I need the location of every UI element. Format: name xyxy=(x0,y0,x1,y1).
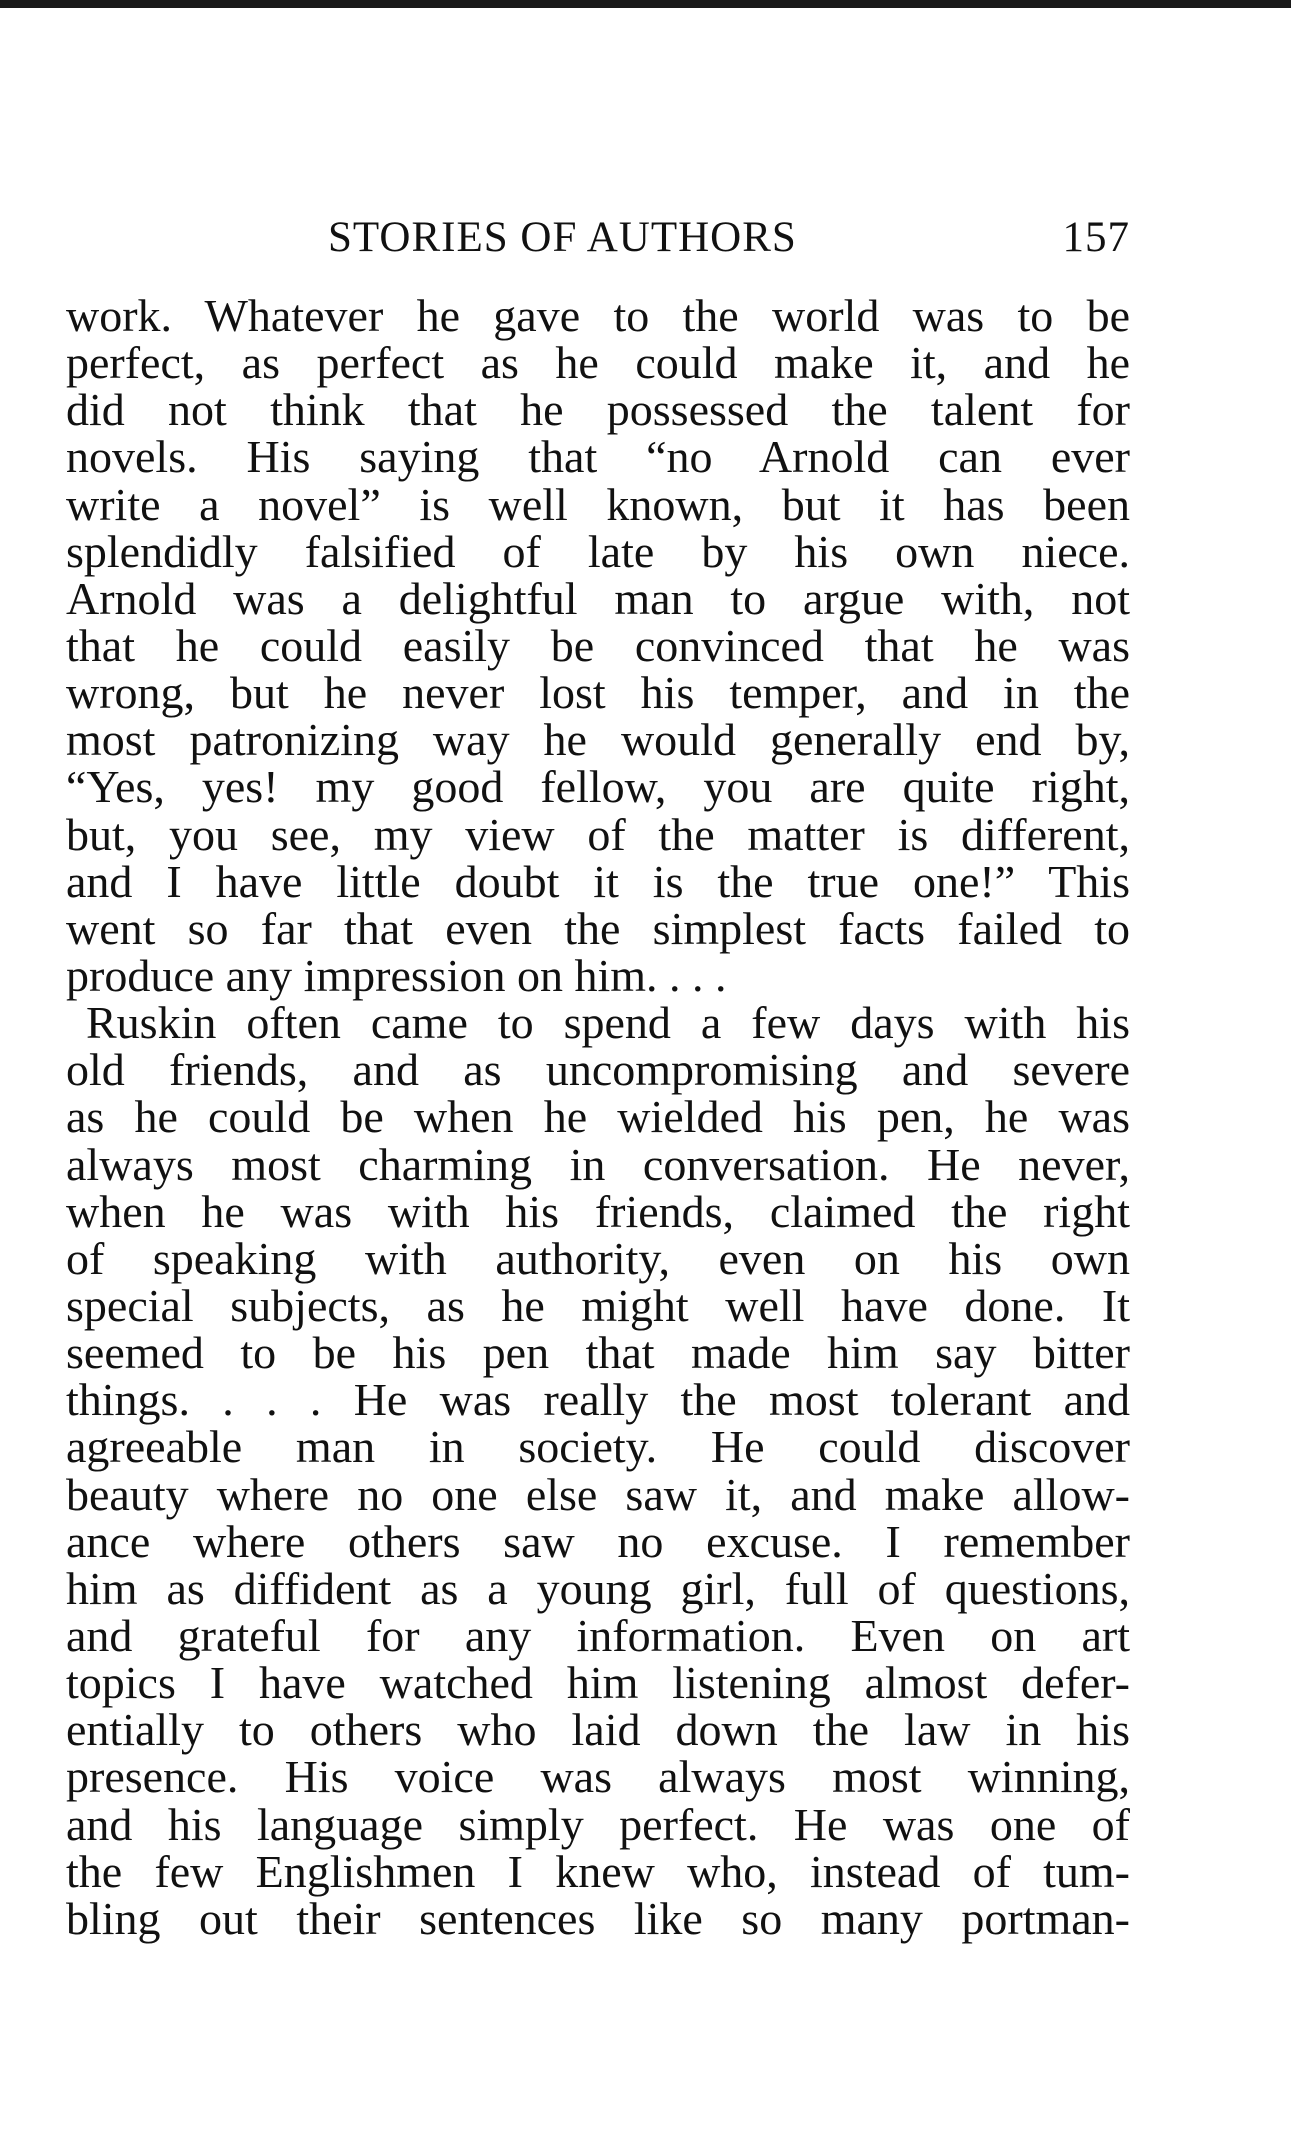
text-line: bling out their sentences like so many portman- xyxy=(66,1892,1130,1944)
paragraph-ruskin xyxy=(66,999,1130,1942)
text-line: the few Englishmen I knew who, instead of tum- xyxy=(66,1845,1130,1897)
text-line: beauty where no one else saw it, and make allow- xyxy=(66,1468,1130,1520)
text-line: splendidly falsified of late by his own niece. xyxy=(66,525,1130,577)
text-line: Ruskin often came to spend a few days with his xyxy=(86,997,1130,1049)
running-head xyxy=(70,208,1130,268)
text-line: things. . . . He was really the most tolerant and xyxy=(66,1374,1130,1426)
body-text xyxy=(66,292,1130,1942)
text-line: wrong, but he never lost his temper, and in the xyxy=(66,667,1130,719)
running-head-title: STORIES OF AUTHORS xyxy=(328,214,797,261)
text-line: but, you see, my view of the matter is different, xyxy=(66,808,1130,860)
text-line: perfect, as perfect as he could make it, and he xyxy=(66,337,1130,389)
text-line: and I have little doubt it is the true one!” This xyxy=(66,855,1130,907)
text-line: and grateful for any information. Even on art xyxy=(66,1609,1130,1661)
text-line: presence. His voice was always most winning, xyxy=(66,1751,1130,1803)
text-line: when he was with his friends, claimed the right xyxy=(66,1185,1130,1237)
top-edge-rule xyxy=(0,0,1291,8)
text-line: seemed to be his pen that made him say bitter xyxy=(66,1327,1130,1379)
text-line: him as diffident as a young girl, full of questions, xyxy=(66,1562,1130,1614)
text-line: went so far that even the simplest facts failed to xyxy=(66,902,1130,954)
text-line: ance where others saw no excuse. I remember xyxy=(66,1515,1130,1567)
text-line: and his language simply perfect. He was one of xyxy=(66,1798,1130,1850)
text-line: “Yes, yes! my good fellow, you are quite right, xyxy=(66,761,1130,813)
text-line: Arnold was a delightful man to argue with, not xyxy=(66,572,1130,624)
text-line: produce any impression on him. . . . xyxy=(66,949,727,1001)
text-line: most patronizing way he would generally end by, xyxy=(66,714,1130,766)
text-line: always most charming in conversation. He never, xyxy=(66,1138,1130,1190)
text-line: special subjects, as he might well have done. It xyxy=(66,1279,1130,1331)
text-line: topics I have watched him listening almost defer- xyxy=(66,1657,1130,1709)
text-line: write a novel” is well known, but it has been xyxy=(66,478,1130,530)
text-line: novels. His saying that “no Arnold can ever xyxy=(66,431,1130,483)
paragraph-arnold xyxy=(66,292,1130,999)
text-line: agreeable man in society. He could discover xyxy=(66,1421,1130,1473)
text-line: of speaking with authority, even on his own xyxy=(66,1232,1130,1284)
text-line: as he could be when he wielded his pen, he was xyxy=(66,1091,1130,1143)
text-line: that he could easily be convinced that he was xyxy=(66,619,1130,671)
text-line: did not think that he possessed the talent for xyxy=(66,384,1130,436)
text-line: work. Whatever he gave to the world was to be xyxy=(66,290,1130,341)
page-number: 157 xyxy=(1062,214,1130,261)
text-line: entially to others who laid down the law in his xyxy=(66,1704,1130,1756)
text-line: old friends, and as uncompromising and severe xyxy=(66,1044,1130,1096)
